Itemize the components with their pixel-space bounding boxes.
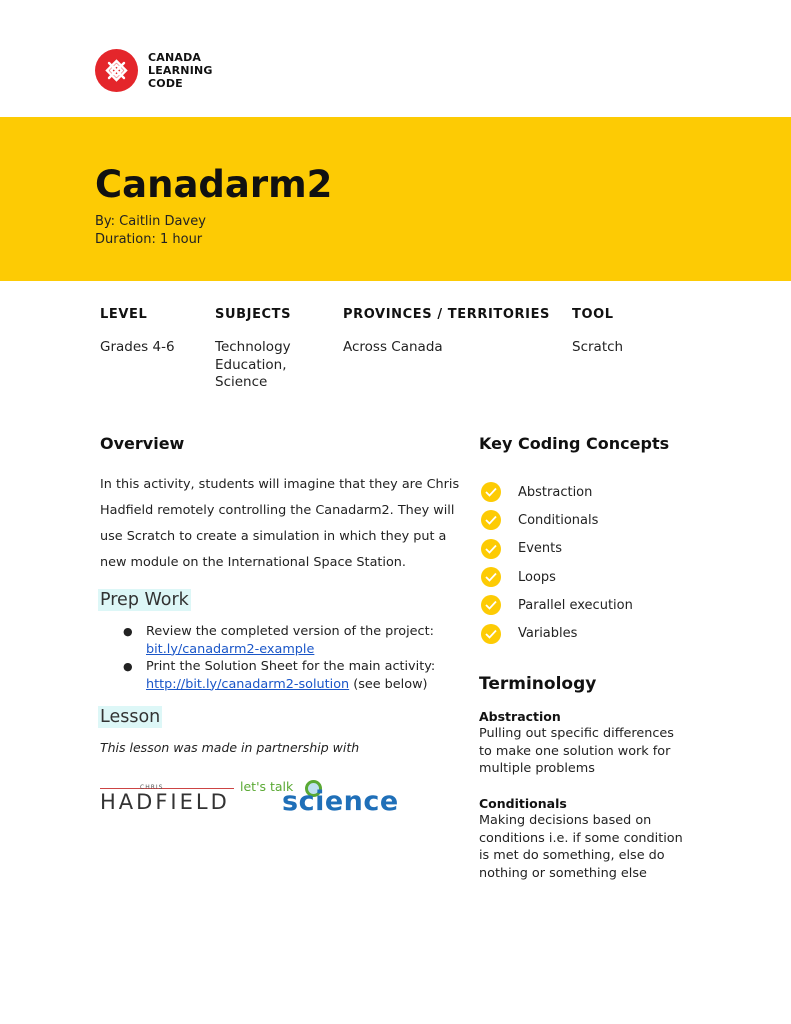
key-concepts-heading: Key Coding Concepts xyxy=(479,434,670,453)
byline xyxy=(95,213,206,249)
logo-mark-icon xyxy=(95,49,138,92)
term-definition: Making decisions based on conditions i.e. if some condition is met do something, else do nothing or something else xyxy=(479,813,683,881)
meta-subjects-value: Technology Education, Science xyxy=(215,339,291,390)
check-icon xyxy=(481,510,501,530)
check-icon xyxy=(481,482,501,502)
concept-item: Events xyxy=(481,535,633,563)
example-link[interactable]: bit.ly/canadarm2-example xyxy=(146,641,315,657)
meta-level-heading: LEVEL xyxy=(100,307,148,322)
overview-paragraph: In this activity, students will imagine that they are Chris Hadfield remotely controlling the Canadarm2. They will use Scratch to create a simulation in which they put a new module on the International Space Station. xyxy=(100,477,460,570)
check-icon xyxy=(481,567,501,587)
concept-item: Abstraction xyxy=(481,478,633,506)
meta-tool-value: Scratch xyxy=(572,339,624,355)
prep-work-list xyxy=(123,623,473,693)
meta-level-value: Grades 4-6 xyxy=(100,339,175,355)
list-item: ● Print the Solution Sheet for the main activity: http://bit.ly/canadarm2-solution (see below) xyxy=(123,659,436,692)
terminology-heading: Terminology xyxy=(479,674,597,694)
check-icon xyxy=(481,595,501,615)
overview-heading: Overview xyxy=(100,434,185,453)
prep-work-heading: Prep Work xyxy=(100,590,189,610)
page-title: Canadarm2 xyxy=(95,163,333,206)
bullet-icon: ● xyxy=(123,625,133,638)
lesson-heading: Lesson xyxy=(100,707,161,727)
concept-item: Variables xyxy=(481,619,633,647)
key-concepts-list xyxy=(481,478,633,648)
solution-link[interactable]: http://bit.ly/canadarm2-solution xyxy=(146,676,350,692)
term-abstraction xyxy=(479,708,709,778)
term-title: Conditionals xyxy=(479,796,567,811)
term-conditionals xyxy=(479,795,709,882)
term-definition: Pulling out specific differences to make one solution work for multiple problems xyxy=(479,726,674,776)
logo-wordmark: CANADA LEARNING CODE xyxy=(148,51,213,90)
canada-learning-code-logo xyxy=(95,49,213,92)
meta-provinces-heading: PROVINCES / TERRITORIES xyxy=(343,307,551,322)
concept-item: Loops xyxy=(481,563,633,591)
lets-talk-science-tagline: let's talk xyxy=(240,779,294,794)
check-icon xyxy=(481,624,501,644)
bullet-icon: ● xyxy=(123,660,133,673)
hadfield-logo-line xyxy=(100,788,234,789)
concept-item: Parallel execution xyxy=(481,591,633,619)
meta-level xyxy=(100,307,175,357)
author-text: By: Caitlin Davey xyxy=(95,214,206,229)
meta-tool-heading: TOOL xyxy=(572,307,614,322)
term-title: Abstraction xyxy=(479,709,561,724)
concept-item: Conditionals xyxy=(481,506,633,534)
list-item: ● Review the completed version of the project: bit.ly/canadarm2-example xyxy=(123,624,434,657)
duration-text: Duration: 1 hour xyxy=(95,232,203,247)
meta-tool xyxy=(572,307,623,357)
meta-subjects-heading: SUBJECTS xyxy=(215,307,292,322)
meta-provinces-value: Across Canada xyxy=(343,339,443,355)
partnership-note: This lesson was made in partnership with xyxy=(100,740,360,755)
lets-talk-science-logo: science xyxy=(282,786,399,817)
check-icon xyxy=(481,539,501,559)
meta-subjects xyxy=(215,307,291,392)
meta-provinces xyxy=(343,307,550,357)
